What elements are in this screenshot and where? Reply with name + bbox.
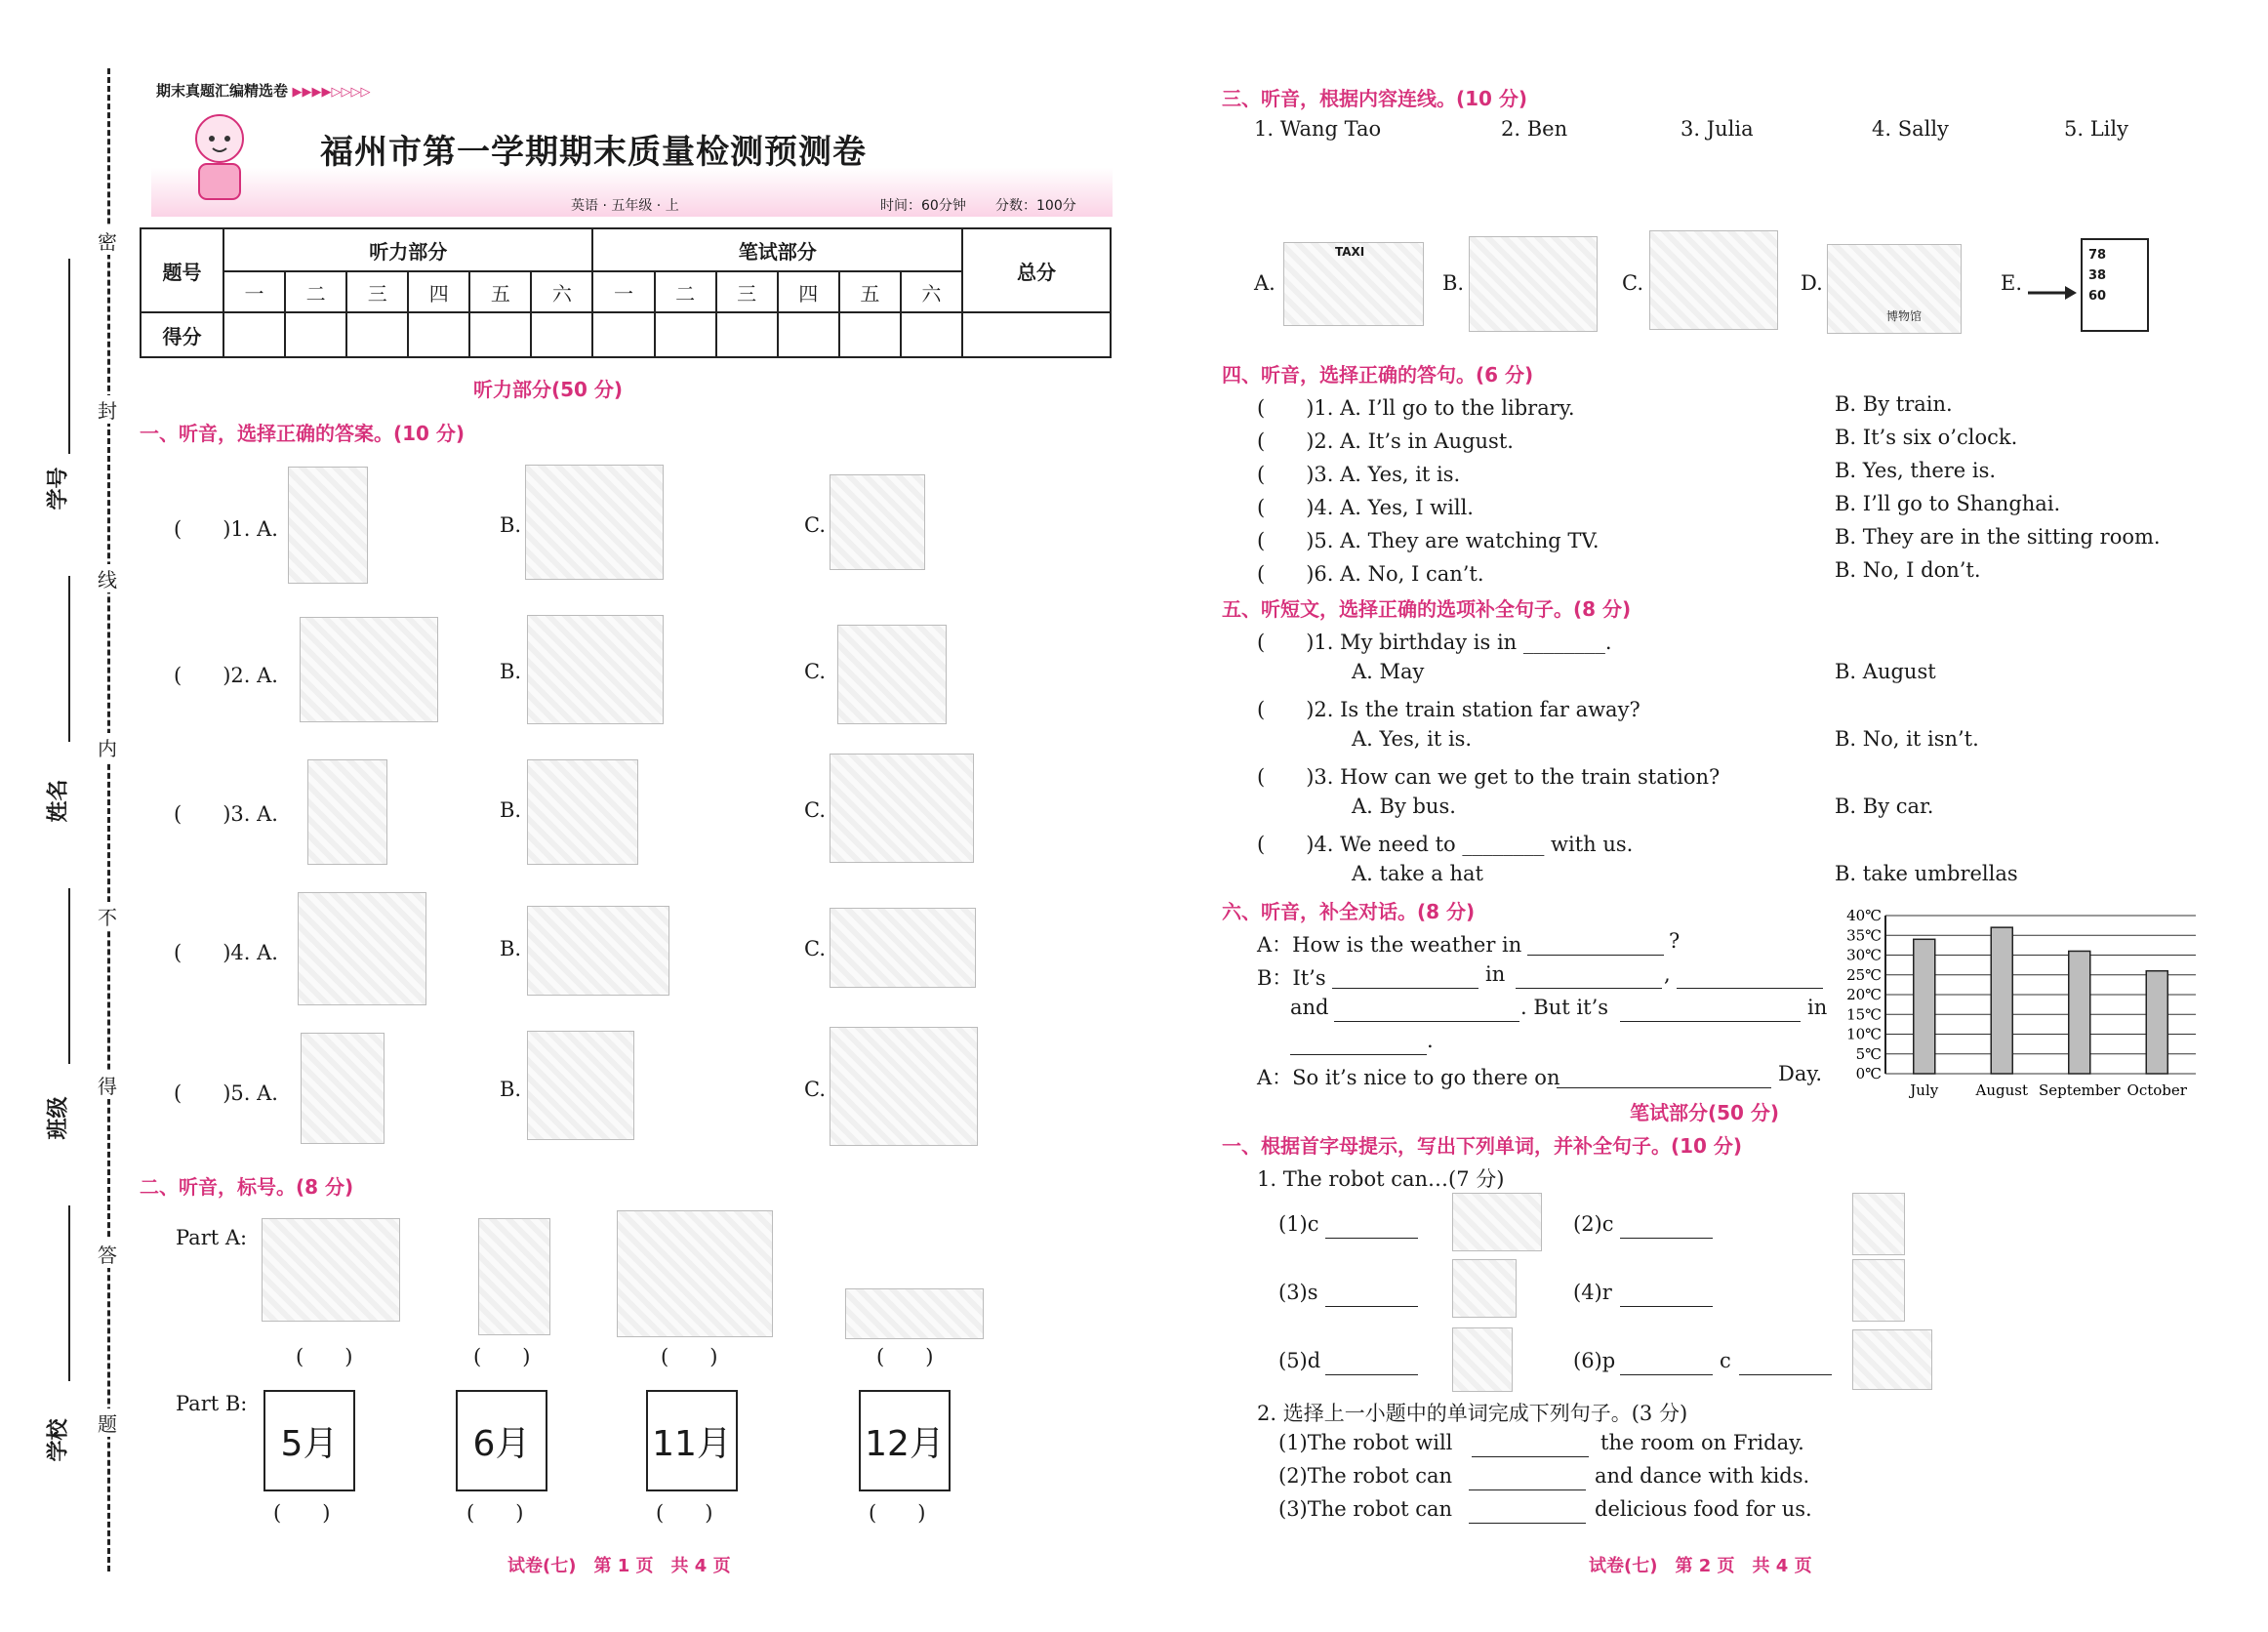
s3-letter: C.: [1622, 271, 1643, 295]
listening-part-title: 听力部分(50 分): [473, 378, 624, 401]
y-tick-label: 30℃: [1846, 946, 1882, 964]
w2-item-b: and dance with kids.: [1595, 1464, 1810, 1488]
s5-option-b: B. By car.: [1835, 795, 1934, 818]
s5-option-a: A. By bus.: [1352, 795, 1456, 818]
chess-picture: [845, 1288, 984, 1339]
blank[interactable]: [1620, 1220, 1713, 1239]
seal-char: 内: [98, 733, 117, 761]
section1-title: 一、听音，选择正确的答案。(10 分): [140, 422, 466, 445]
q2-number[interactable]: ( )2. A.: [174, 664, 278, 687]
board-num: 60: [2088, 289, 2107, 304]
q2-b: B.: [500, 660, 522, 683]
dialog-line: . But it’s: [1520, 996, 1609, 1019]
umbrella-picture: [830, 474, 925, 570]
w1-item: (1)c: [1278, 1212, 1319, 1236]
student-no-label: 学号: [46, 467, 71, 510]
s5-question[interactable]: ( )1. My birthday is in ________.: [1257, 631, 1612, 654]
section2-title: 二、听音，标号。(8 分): [140, 1175, 354, 1199]
s4-option-b: B. I’ll go to Shanghai.: [1835, 492, 2061, 515]
blank[interactable]: [1739, 1357, 1832, 1375]
page-title: 福州市第一学期期末质量检测预测卷: [320, 133, 867, 172]
reading-girl-picture: [830, 754, 974, 863]
y-tick-label: 0℃: [1855, 1065, 1882, 1082]
school-line[interactable]: [68, 1205, 70, 1381]
writing1-sub: 1. The robot can…(7 分): [1257, 1167, 1505, 1191]
bus-picture: [527, 906, 669, 996]
part-b-label: Part B:: [176, 1392, 248, 1415]
score-cell[interactable]: [839, 312, 901, 357]
taxi-sign: TAXI: [1335, 245, 1365, 259]
name-label: 姓名: [46, 779, 71, 823]
blank[interactable]: [1677, 970, 1823, 989]
seal-char: 封: [98, 395, 117, 424]
score-cell[interactable]: [346, 312, 408, 357]
s4-option-a[interactable]: ( )1. A. I’ll go to the library.: [1257, 396, 1575, 420]
q3-b: B.: [500, 798, 522, 822]
score-label: 分数：100分: [995, 198, 1076, 214]
s5-question[interactable]: ( )2. Is the train station far away?: [1257, 698, 1640, 721]
total-cell[interactable]: [962, 312, 1111, 357]
score-cell[interactable]: [655, 312, 716, 357]
s5-option-b: B. No, it isn’t.: [1835, 727, 1979, 751]
calendar-june: 6月: [456, 1390, 547, 1491]
y-tick-label: 15℃: [1846, 1005, 1882, 1024]
chart-svg: [1835, 908, 2206, 1103]
s4-option-a[interactable]: ( )3. A. Yes, it is.: [1257, 463, 1461, 486]
s5-option-b: B. take umbrellas: [1835, 862, 2018, 885]
bar-september: [2069, 951, 2090, 1074]
blank[interactable]: [1325, 1288, 1418, 1307]
blank[interactable]: [1469, 1472, 1586, 1490]
num-cell: 一: [223, 271, 285, 312]
taxi-card: [1283, 242, 1424, 326]
w1-item: (5)d: [1278, 1349, 1321, 1372]
w2-item-a: (1)The robot will: [1278, 1431, 1453, 1454]
dialog-line: .: [1427, 1029, 1434, 1052]
name-line[interactable]: [68, 576, 70, 742]
blank[interactable]: [1527, 937, 1664, 956]
chess-robot-picture: [1852, 1329, 1932, 1390]
num-cell: 四: [778, 271, 839, 312]
part-a-paren[interactable]: ( ): [661, 1345, 718, 1368]
s4-option-b: B. Yes, there is.: [1835, 459, 1997, 482]
museum-card: [1827, 244, 1962, 334]
part-b-paren[interactable]: ( ): [273, 1501, 331, 1525]
blank[interactable]: [1332, 970, 1478, 989]
w2-item-b: the room on Friday.: [1600, 1431, 1804, 1454]
writing2-sub: 2. 选择上一小题中的单词完成下列句子。(3 分): [1257, 1402, 1688, 1425]
s3-letter: D.: [1801, 271, 1823, 295]
music-girl-picture: [617, 1210, 773, 1337]
section6-title: 六、听音，补全对话。(8 分): [1222, 900, 1476, 923]
s5-option-a: A. May: [1352, 660, 1425, 683]
num-cell: 二: [655, 271, 716, 312]
w2-item-a: (2)The robot can: [1278, 1464, 1453, 1488]
q1-b: B.: [500, 513, 522, 537]
class-label: 班级: [46, 1096, 71, 1140]
willow-tree-picture: [527, 615, 664, 724]
num-cell: 一: [592, 271, 654, 312]
calendar-november: 11月: [646, 1390, 738, 1491]
dialog-line: A：So it’s nice to go there on: [1257, 1066, 1560, 1089]
s5-question[interactable]: ( )3. How can we get to the train station?: [1257, 765, 1721, 789]
writing-part-title: 笔试部分(50 分): [1630, 1101, 1780, 1124]
panda-book-card: [1649, 230, 1778, 330]
read-robot-picture: [1852, 1259, 1905, 1322]
blank[interactable]: [1620, 1357, 1713, 1375]
score-cell[interactable]: [223, 312, 285, 357]
y-tick-label: 40℃: [1846, 908, 1882, 924]
part-b-paren[interactable]: ( ): [869, 1501, 926, 1525]
q3-c: C.: [804, 798, 826, 822]
class-line[interactable]: [68, 888, 70, 1064]
s4-option-b: B. They are in the sitting room.: [1835, 525, 2161, 549]
s3-name: 5. Lily: [2064, 117, 2128, 141]
score-table: [140, 227, 1112, 358]
score-cell[interactable]: [469, 312, 531, 357]
s5-question[interactable]: ( )4. We need to ________ with us.: [1257, 833, 1634, 856]
subject-label: 英语 · 五年级 · 上: [571, 198, 679, 214]
score-cell[interactable]: [408, 312, 469, 357]
seal-char: 答: [98, 1240, 117, 1268]
dialog-line: B：It’s: [1257, 966, 1326, 990]
dialog-line: in: [1485, 962, 1506, 986]
q2-c: C.: [804, 660, 826, 683]
blank[interactable]: [1325, 1357, 1418, 1375]
seal-char: 密: [98, 226, 117, 255]
y-tick-label: 5℃: [1855, 1044, 1882, 1063]
s3-name: 2. Ben: [1501, 117, 1568, 141]
num-cell: 六: [531, 271, 592, 312]
seal-char: 得: [98, 1071, 117, 1099]
temperature-chart: [1835, 908, 2206, 1103]
s4-option-a[interactable]: ( )4. A. Yes, I will.: [1257, 496, 1474, 519]
school-label: 学校: [46, 1418, 71, 1462]
girl-picture: [288, 467, 368, 584]
score-cell[interactable]: [716, 312, 778, 357]
section4-title: 四、听音，选择正确的答句。(6 分): [1222, 363, 1534, 387]
w1-item: (2)c: [1573, 1212, 1614, 1236]
s3-name: 1. Wang Tao: [1254, 117, 1382, 141]
num-cell: 二: [285, 271, 346, 312]
seal-char: 题: [98, 1408, 117, 1437]
part-b-paren[interactable]: ( ): [466, 1501, 524, 1525]
board-num: 78: [2088, 248, 2107, 263]
s4-option-b: B. It’s six o’clock.: [1835, 426, 2018, 449]
s4-option-a[interactable]: ( )5. A. They are watching TV.: [1257, 529, 1600, 552]
blank[interactable]: [1620, 1288, 1713, 1307]
soccer-picture: [262, 1218, 400, 1322]
s5-option-b: B. August: [1835, 660, 1936, 683]
book-girl-picture: [301, 1033, 385, 1144]
q3-number[interactable]: ( )3. A.: [174, 802, 278, 826]
x-tick-label: October: [2126, 1081, 2187, 1099]
theater-card: [1469, 236, 1598, 332]
q4-number[interactable]: ( )4. A.: [174, 941, 278, 964]
scoreboard-card: [2081, 238, 2149, 332]
dialog-line: ?: [1669, 929, 1681, 953]
clean-robot-picture: [1852, 1193, 1905, 1255]
sing-robot-picture: [1452, 1259, 1517, 1318]
q1-number[interactable]: ( )1. A.: [174, 517, 278, 541]
train-window-picture: [527, 759, 638, 865]
score-cell[interactable]: [592, 312, 654, 357]
taxi-picture: [298, 892, 426, 1005]
student-no-line[interactable]: [68, 259, 70, 454]
part-a-paren[interactable]: ( ): [296, 1345, 353, 1368]
blank[interactable]: [1334, 1003, 1519, 1022]
s5-option-a: A. take a hat: [1352, 862, 1483, 885]
snow-girl-picture: [837, 625, 947, 724]
mascot-icon: [185, 109, 254, 205]
s3-name: 4. Sally: [1872, 117, 1949, 141]
blank[interactable]: [1516, 970, 1662, 989]
fan-picture: [300, 617, 438, 722]
blank[interactable]: [1620, 1003, 1801, 1022]
part-a-paren[interactable]: ( ): [876, 1345, 934, 1368]
calendar-may: 5月: [263, 1390, 355, 1491]
col-head: 题号: [141, 228, 223, 312]
x-tick-label: August: [1975, 1081, 2028, 1099]
w1-item: (4)r: [1573, 1281, 1612, 1304]
cook-robot-picture: [1452, 1193, 1542, 1251]
blank[interactable]: [1472, 1439, 1589, 1457]
right-footer: 试卷(七) 第 2 页 共 4 页: [1589, 1556, 1812, 1576]
section3-title: 三、听音，根据内容连线。(10 分): [1222, 87, 1528, 110]
y-tick-label: 10℃: [1846, 1025, 1882, 1043]
hiking-picture: [527, 1031, 634, 1140]
part-a-label: Part A:: [176, 1226, 248, 1249]
dance-robot-picture: [1452, 1327, 1513, 1392]
calendar-december: 12月: [859, 1390, 951, 1491]
bar-october: [2146, 971, 2167, 1074]
seal-char: 线: [98, 564, 117, 592]
series-label: 期末真题汇编精选卷 ▶▶▶▶▷▷▷▷: [156, 82, 371, 100]
y-tick-label: 20℃: [1846, 986, 1882, 1003]
s4-option-b: B. No, I don’t.: [1835, 558, 1981, 582]
score-cell[interactable]: [778, 312, 839, 357]
dialog-line: ,: [1664, 962, 1671, 986]
x-tick-label: September: [2038, 1081, 2121, 1099]
s3-name: 3. Julia: [1681, 117, 1754, 141]
arrow-icon: [2028, 283, 2077, 303]
blank[interactable]: [1325, 1220, 1418, 1239]
num-cell: 四: [408, 271, 469, 312]
num-cell: 五: [839, 271, 901, 312]
num-cell: 三: [346, 271, 408, 312]
blank[interactable]: [1557, 1070, 1771, 1088]
computer-girl-picture: [830, 1027, 978, 1146]
w2-item-a: (3)The robot can: [1278, 1497, 1453, 1521]
left-footer: 试卷(七) 第 1 页 共 4 页: [507, 1556, 731, 1576]
seal-char: 不: [98, 902, 117, 930]
dialog-line: in: [1807, 996, 1828, 1019]
basketball-boy-picture: [478, 1218, 550, 1335]
s4-option-a[interactable]: ( )6. A. No, I can’t.: [1257, 562, 1484, 586]
time-label: 时间：60分钟: [880, 198, 966, 214]
s5-option-a: A. Yes, it is.: [1352, 727, 1473, 751]
score-cell[interactable]: [285, 312, 346, 357]
s3-letter: E.: [2001, 271, 2023, 295]
w2-item-b: delicious food for us.: [1595, 1497, 1812, 1521]
binding-line: [107, 68, 110, 1571]
basketball-picture: [525, 465, 664, 580]
s3-letter: B.: [1442, 271, 1465, 295]
writing-head: 笔试部分: [592, 228, 962, 271]
score-cell[interactable]: [901, 312, 962, 357]
bar-july: [1914, 939, 1935, 1074]
q4-b: B.: [500, 937, 522, 960]
num-cell: 三: [716, 271, 778, 312]
x-tick-label: July: [1910, 1081, 1939, 1099]
w1-item: (6)p: [1573, 1349, 1616, 1372]
q5-c: C.: [804, 1078, 826, 1101]
s4-option-a[interactable]: ( )2. A. It’s in August.: [1257, 429, 1514, 453]
ship-picture: [830, 908, 976, 988]
num-cell: 五: [469, 271, 531, 312]
camera-boy-picture: [307, 759, 387, 865]
part-b-paren[interactable]: ( ): [656, 1501, 713, 1525]
section5-title: 五、听短文，选择正确的选项补全句子。(8 分): [1222, 597, 1632, 621]
q4-c: C.: [804, 937, 826, 960]
s4-option-b: B. By train.: [1835, 392, 1953, 416]
q5-b: B.: [500, 1078, 522, 1101]
num-cell: 六: [901, 271, 962, 312]
blank[interactable]: [1469, 1505, 1586, 1524]
w1-item: (3)s: [1278, 1281, 1318, 1304]
part-a-paren[interactable]: ( ): [473, 1345, 531, 1368]
q1-c: C.: [804, 513, 826, 537]
museum-sign: 博物馆: [1886, 309, 1923, 323]
y-tick-label: 25℃: [1846, 965, 1882, 984]
writing1-title: 一、根据首字母提示，写出下列单词，并补全句子。(10 分): [1222, 1134, 1743, 1158]
y-tick-label: 35℃: [1846, 926, 1882, 945]
dialog-line: and: [1290, 996, 1329, 1019]
dialog-line: Day.: [1778, 1062, 1823, 1085]
score-cell[interactable]: [531, 312, 592, 357]
dialog-line: A：How is the weather in: [1257, 933, 1522, 957]
blank[interactable]: [1290, 1037, 1427, 1055]
w1-item: c: [1720, 1349, 1731, 1372]
bar-august: [1991, 927, 2012, 1074]
total-head: 总分: [962, 228, 1111, 312]
listening-head: 听力部分: [223, 228, 592, 271]
q5-number[interactable]: ( )5. A.: [174, 1081, 278, 1105]
s3-letter: A.: [1254, 271, 1276, 295]
score-row-label: 得分: [141, 312, 223, 357]
board-num: 38: [2088, 268, 2107, 283]
